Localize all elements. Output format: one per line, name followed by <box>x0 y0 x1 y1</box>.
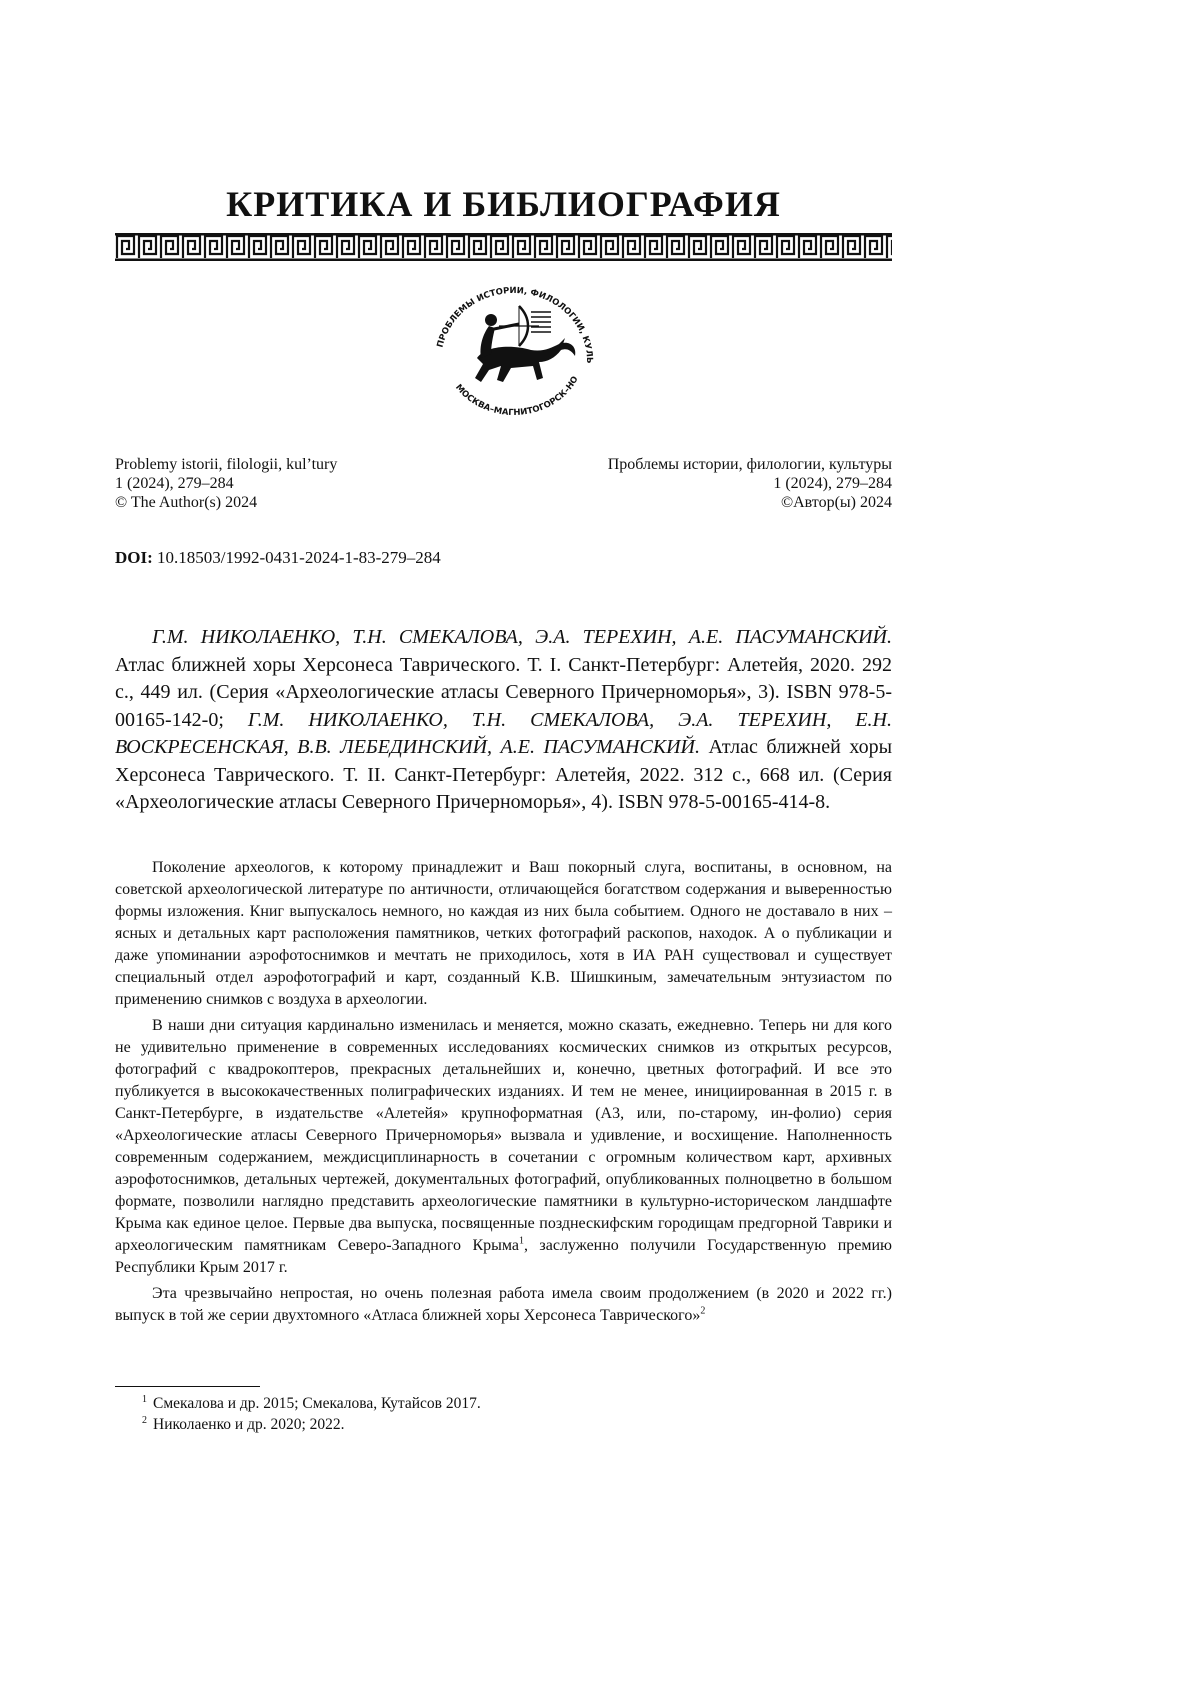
footnotes <box>115 1393 892 1435</box>
paragraph <box>115 1283 892 1327</box>
copyright-cyrillic: ©Автор(ы) 2024 <box>608 493 892 512</box>
journal-meta-cyrillic <box>608 455 892 512</box>
footnote-number: 1 <box>142 1394 147 1405</box>
footnote <box>115 1414 892 1435</box>
logo-ring-text-bottom: МОСКВА–МАГНИТОГОРСК–НО <box>419 266 581 418</box>
footnote-text: Смекалова и др. 2015; Смекалова, Кутайсов 2017. <box>153 1395 481 1412</box>
journal-meta-latin <box>115 455 337 512</box>
doi-label: DOI: <box>115 548 153 567</box>
journal-name-cyrillic: Проблемы истории, филологии, культуры <box>608 455 892 474</box>
journal-name-latin: Problemy istorii, filologii, kul’tury <box>115 455 337 474</box>
journal-logo <box>419 266 609 426</box>
footnote-text: Николаенко и др. 2020; 2022. <box>153 1416 345 1433</box>
footnote-number: 2 <box>142 1415 147 1426</box>
footnote-divider <box>115 1386 260 1387</box>
centaur-archer-icon <box>475 306 575 382</box>
doi <box>115 547 441 569</box>
book-citation <box>115 624 892 817</box>
footnote <box>115 1393 892 1414</box>
issue-pages-latin: 1 (2024), 279–284 <box>115 474 337 493</box>
greek-key-border <box>115 233 892 261</box>
citation-text-2: Атлас ближней хоры Херсонеса Таврического. Т. II. Санкт-Петербург: Алетейя, 2022. 312 с., 668 ил. (Серия «Археологические атласы Северного Причерноморья», 4). ISBN 978-5-00165-414-8. <box>115 736 892 813</box>
citation-authors-2: Г.М. НИКОЛАЕНКО, Т.Н. СМЕКАЛОВА, Э.А. ТЕРЕХИН, Е.Н. ВОСКРЕСЕНСКАЯ, В.В. ЛЕБЕДИНСКИЙ, А.Е. ПАСУМАН­СКИЙ. <box>115 709 892 759</box>
copyright-latin: © The Author(s) 2024 <box>115 493 337 512</box>
logo-ring-text-top: ПРОБЛЕМЫ ИСТОРИИ, ФИЛОЛОГИИ, КУЛЬ <box>419 266 594 364</box>
section-title: КРИТИКА И БИБЛИОГРАФИЯ <box>115 182 892 226</box>
citation-text-1: Атлас ближней хоры Херсонеса Таврического. Т. I. Санкт-Петербург: Алетейя, 2020. 292 с., 449 ил. (Серия «Археологические атласы Северного Причерноморья», 3). ISBN 978-5-00165-142-0; <box>115 654 892 731</box>
doi-value[interactable]: 10.18503/1992-0431-2024-1-83-279–284 <box>157 548 441 567</box>
paragraph-text: , заслуженно получили Государственную премию Республики Крым 2017 г. <box>115 1237 892 1276</box>
article-body <box>115 857 892 1327</box>
issue-pages-cyrillic: 1 (2024), 279–284 <box>608 474 892 493</box>
citation-authors-1: Г.М. НИКОЛАЕНКО, Т.Н. СМЕКАЛОВА, Э.А. ТЕРЕХИН, А.Е. ПАСУМАН­СКИЙ. <box>152 626 892 648</box>
page <box>115 0 892 1698</box>
footnote-ref[interactable]: 2 <box>700 1306 705 1317</box>
footnote-ref[interactable]: 1 <box>519 1236 524 1247</box>
paragraph-text: Эта чрезвычайно непростая, но очень полезная работа имела своим продолжением (в 2020 и 2022 гг.) выпуск в той же серии двухтомного «Атласа ближней хоры Херсонеса Таврического» <box>115 1285 892 1324</box>
paragraph: Поколение археологов, к которому принадлежит и Ваш покорный слуга, воспитаны, в основном, на советской археологической литературе по античности, отличающейся богатством содержания и выверенностью формы изложения. Книг выпускалось немного, но каждая из них была событием. Одного не доставало в них – ясных и детальных карт расположения памятников, четких фотографий раскопов, находок. А о публикации и даже упоминании аэрофотоснимков и мечтать не приходилось, хотя в ИА РАН существовал и существует специальный отдел аэрофотографий и карт, созданный К.В. Шишкиным, замечательным энтузиастом по применению снимков с воздуха в археологии. <box>115 857 892 1011</box>
paragraph-text: В наши дни ситуация кардинально изменилась и меняется, можно сказать, ежедневно. Теперь ни для кого не удивительно применение в современных исследованиях космических снимков из открытых ресурсов, фотографий с квадрокоптеров, прекрасных детальнейших и, конечно, цветных фотографий. И все это публикуется в высококачественных полиграфических изданиях. И тем не менее, инициированная в 2015 г. в Санкт-Петербурге, в издательстве «Алетейя» крупноформатная (А3, или, по-старому, ин-фолио) серия «Археологические атласы Северного Причерноморья» вызвала и удивление, и восхищение. Наполненность современным содержанием, междисциплинарность в сочетании с огромным количеством карт, архивных аэрофотоснимков, детальных чертежей, документальных фотографий, опубликованных полноцветно в большом формате, позволили наглядно представить археологические памятники в культурно-историческом ландшафте Крыма как единое целое. Первые два выпуска, посвященные позднескифским городищам предгорной Таврики и археологическим памятникам Северо-Западного Крыма <box>115 1017 892 1254</box>
paragraph <box>115 1015 892 1279</box>
